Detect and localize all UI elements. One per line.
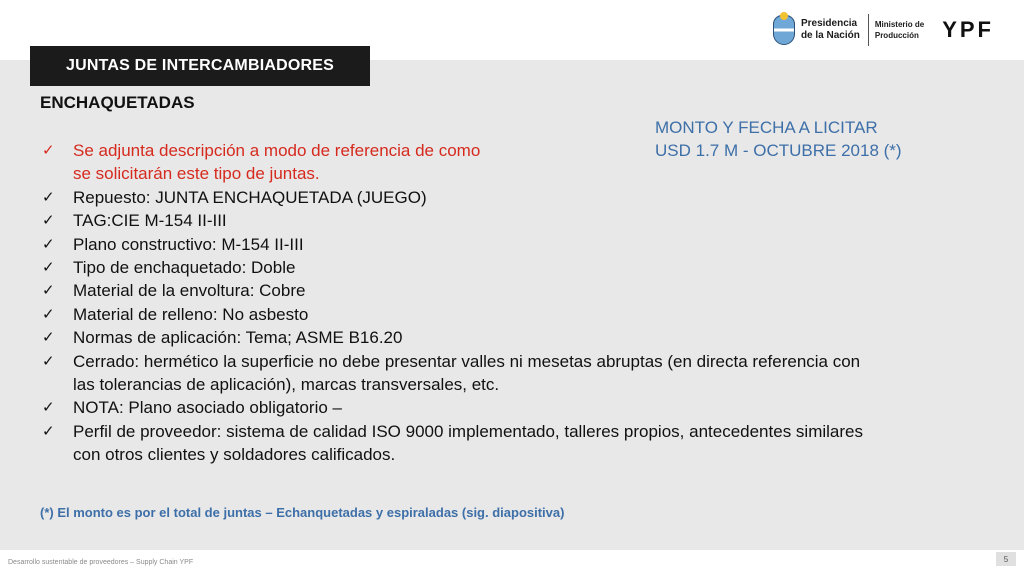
header-logos (773, 12, 994, 48)
list-item: ✓ Perfil de proveedor: sistema de calidad ISO 9000 implementado, talleres propios, antecedentes similares con otros clientes y soldadores calificados. (42, 421, 863, 465)
footnote: (*) El monto es por el total de juntas – Echanquetadas y espiraladas (sig. diapositiva) (40, 505, 565, 520)
list-item: ✓ Material de relleno: No asbesto (40, 303, 1000, 326)
list-item: ✓ NOTA: Plano asociado obligatorio – (40, 396, 1000, 419)
checkmark-icon: ✓ (42, 212, 55, 230)
checkmark-icon: ✓ (42, 142, 55, 159)
ypf-logo: YPF (942, 17, 994, 42)
list-item: ✓ Normas de aplicación: Tema; ASME B16.20 (40, 326, 1000, 349)
page-number: 5 (996, 552, 1016, 566)
section-subtitle: ENCHAQUETADAS (40, 93, 195, 112)
list-item: ✓ Tipo de enchaquetado: Doble (40, 256, 1000, 279)
ministerio-logo: Ministerio de Producción (874, 20, 925, 40)
monto-heading: MONTO Y FECHA A LICITAR (655, 118, 878, 137)
footer-text: Desarrollo sustentable de proveedores – Supply Chain YPF (8, 559, 194, 566)
requirements-list (40, 139, 1000, 467)
list-item: ✓ TAG:CIE M-154 II-III (40, 209, 1000, 232)
argentina-seal-icon (773, 15, 795, 45)
list-item: ✓ Plano constructivo: M-154 II-III (40, 233, 1000, 256)
checkmark-icon: ✓ (42, 399, 55, 417)
logo-divider (868, 14, 869, 46)
presidencia-logo: Presidencia de la Nación (800, 18, 860, 41)
list-item: ✓ Se adjunta descripción a modo de referencia de como se solicitarán este tipo de juntas. (42, 141, 481, 184)
list-item: ✓ Repuesto: JUNTA ENCHAQUETADA (JUEGO) (40, 186, 1000, 209)
checkmark-icon: ✓ (42, 259, 55, 277)
monto-value: USD 1.7 M - OCTUBRE 2018 (*) (655, 141, 902, 160)
checkmark-icon: ✓ (42, 235, 55, 253)
checkmark-icon: ✓ (42, 305, 55, 323)
checkmark-icon: ✓ (42, 282, 55, 300)
checkmark-icon: ✓ (42, 329, 55, 347)
checkmark-icon: ✓ (42, 188, 55, 206)
list-item: ✓ Material de la envoltura: Cobre (40, 279, 1000, 302)
list-item: ✓ Cerrado: hermético la superficie no debe presentar valles ni mesetas abruptas (en directa referencia con las tolerancias de aplicación), marcas transversales, etc. (42, 351, 861, 395)
checkmark-icon: ✓ (42, 422, 55, 440)
slide-title: JUNTAS DE INTERCAMBIADORES (30, 46, 370, 86)
checkmark-icon: ✓ (42, 352, 55, 370)
